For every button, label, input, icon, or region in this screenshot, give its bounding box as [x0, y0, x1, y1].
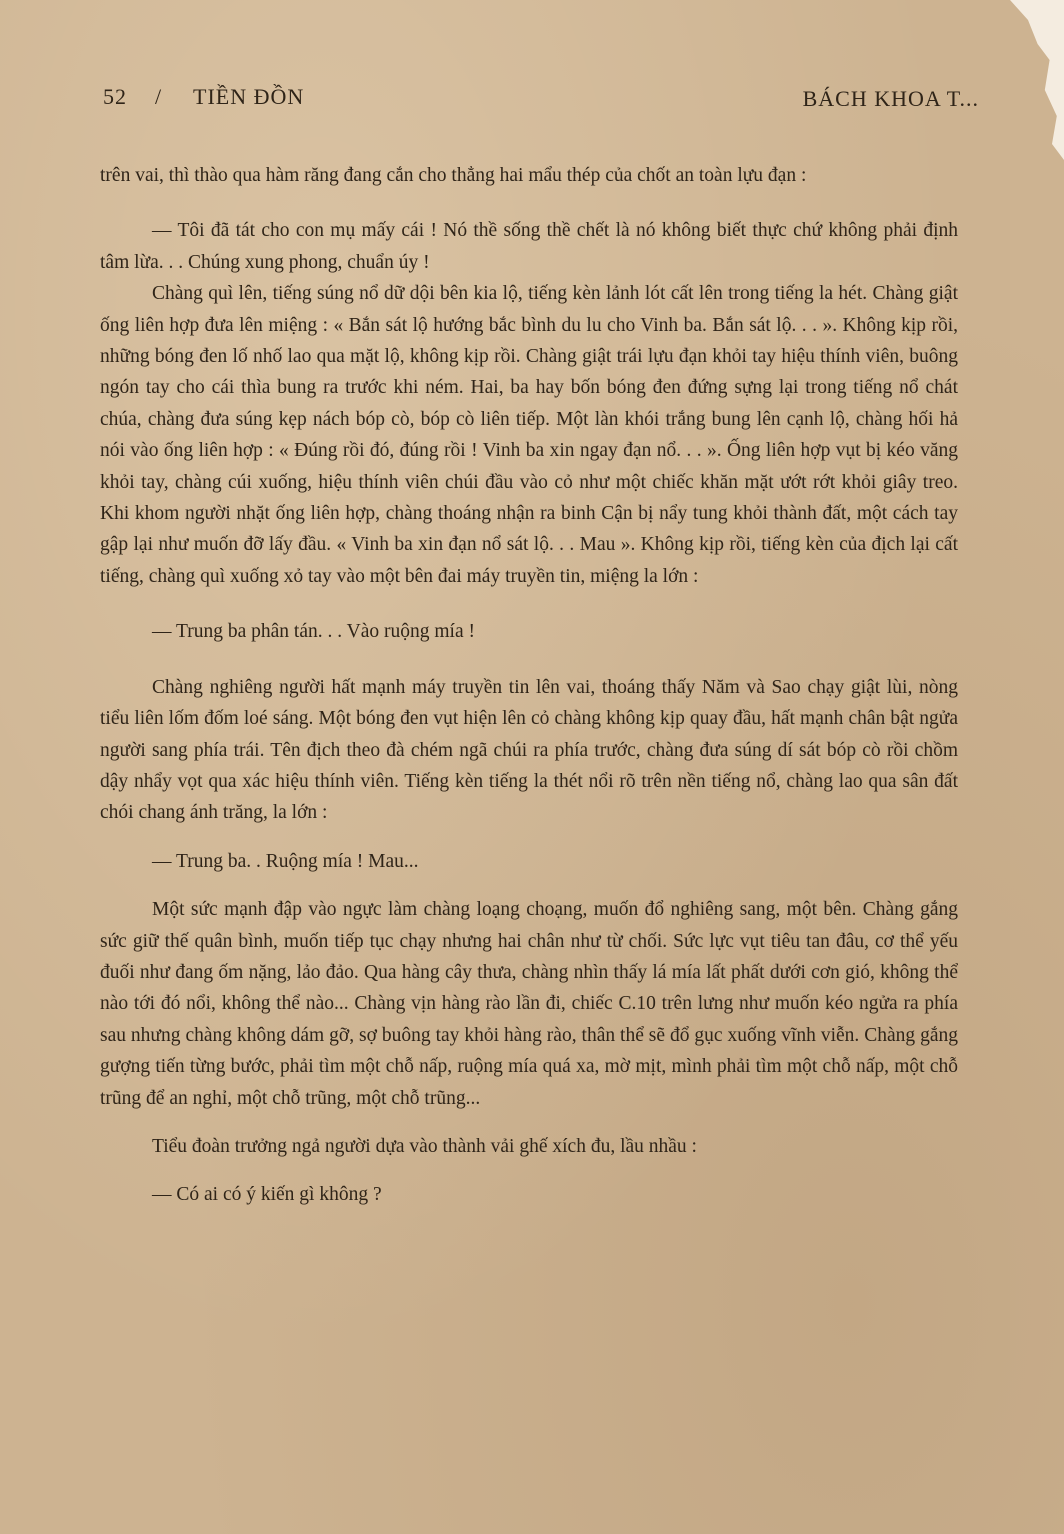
- dialog-line: — Có ai có ý kiến gì không ?: [152, 1184, 382, 1206]
- header-separator: /: [155, 84, 163, 109]
- paragraph: Chàng nghiêng người hất mạnh máy truyền tin lên vai, thoáng thấy Năm và Sao chạy giật lùi, nòng tiểu liên lốm đốm loé sáng. Một bóng đen vụt hiện lên cỏ chàng không kịp quay đầu, hất mạnh chân bật ngửa người sang phía trái. Tên địch theo đà chém ngã chúi ra phía trước, chàng đưa súng dí sát bóp cò rồi chồm dậy nhẩy vọt qua xác hiệu thính viên. Tiếng kèn tiếng la thét nổi rõ trên nền tiếng nổ, chàng lao qua sân đất chói chang ánh trăng, la lớn :: [100, 676, 958, 824]
- paragraph: Một sức mạnh đập vào ngực làm chàng loạng choạng, muốn đổ nghiêng sang, một bên. Chàng gắng sức giữ thế quân bình, muốn tiếp tục chạy nhưng hai chân như từ chối. Sức lực vụt tiêu tan đâu, cơ thể yếu đuối như đang ốm nặng, lảo đảo. Qua hàng cây thưa, chàng nhìn thấy lá mía lất phất dưới cơn gió, không thể nào tới đó nổi, không thể nào... Chàng vịn hàng rào lần đi, chiếc C.10 trên lưng như muốn kéo ngửa ra phía sau nhưng chàng không dám gỡ, sợ buông tay khỏi hàng rào, thân thể sẽ đổ gục xuống vĩnh viễn. Chàng gắng gượng tiến từng bước, phải tìm một chỗ nấp, ruộng mía quá xa, mờ mịt, mình phải tìm một chỗ nấp, một chỗ trũng để an nghỉ, một chỗ trũng, một chỗ trũng...: [100, 899, 958, 1109]
- body-text: [100, 160, 958, 1211]
- paragraph-continuation: trên vai, thì thào qua hàm răng đang cắn cho thẳng hai mẩu thép của chốt an toàn lựu đạn :: [100, 165, 807, 186]
- journal-title: BÁCH KHOA T...: [802, 86, 979, 111]
- running-header: [103, 84, 979, 114]
- page-number: 52: [103, 84, 127, 109]
- dialog-line: — Tôi đã tát cho con mụ mấy cái ! Nó thề sống thề chết là nó không biết thực chứ không phải định tâm lừa. . . Chúng xung phong, chuẩn úy !: [100, 220, 958, 273]
- paragraph: Chàng quì lên, tiếng súng nổ dữ dội bên kia lộ, tiếng kèn lảnh lót cất lên trong tiếng la hét. Chàng giật ống liên hợp đưa lên miệng : « Bắn sát lộ hướng bắc bình du lu cho Vinh ba. Bắn sát lộ. . . ». Không kịp rồi, những bóng đen lố nhố lao qua mặt lộ, không kịp rồi. Chàng giật trái lựu đạn khỏi tay hiệu thính viên, buông ngón tay cho cái thìa bung ra trước khi ném. Hai, ba hay bốn bóng đen đứng sựng lại trong tiếng nổ chát chúa, chàng đưa súng kẹp nách bóp cò, bóp cò liên tiếp. Một làn khói trắng bung lên cạnh lộ, chàng hối hả nói vào ống liên hợp : « Đúng rồi đó, đúng rồi ! Vinh ba xin ngay đạn nổ. . . ». Ống liên hợp vụt bị kéo văng khỏi tay, chàng cúi xuống, hiệu thính viên chúi đầu vào cỏ như một chiếc khăn mặt ướt rớt khỏi giây treo. Khi khom người nhặt ống liên hợp, chàng thoáng nhận ra binh Cận bị nẩy tung khỏi thành đất, một cách tay gập lại như muốn đỡ lấy đầu. « Vinh ba xin đạn nổ sát lộ. . . Mau ». Không kịp rồi, tiếng kèn của địch lại cất tiếng, chàng quì xuống xỏ tay vào một bên đai máy truyền tin, miệng la lớn :: [100, 283, 958, 587]
- dialog-line: — Trung ba phân tán. . . Vào ruộng mía !: [152, 621, 475, 643]
- paragraph: Tiểu đoàn trưởng ngả người dựa vào thành vải ghế xích đu, lầu nhầu :: [152, 1135, 697, 1157]
- section-title: TIỀN ĐỒN: [193, 84, 305, 109]
- dialog-line: — Trung ba. . Ruộng mía ! Mau...: [152, 850, 419, 872]
